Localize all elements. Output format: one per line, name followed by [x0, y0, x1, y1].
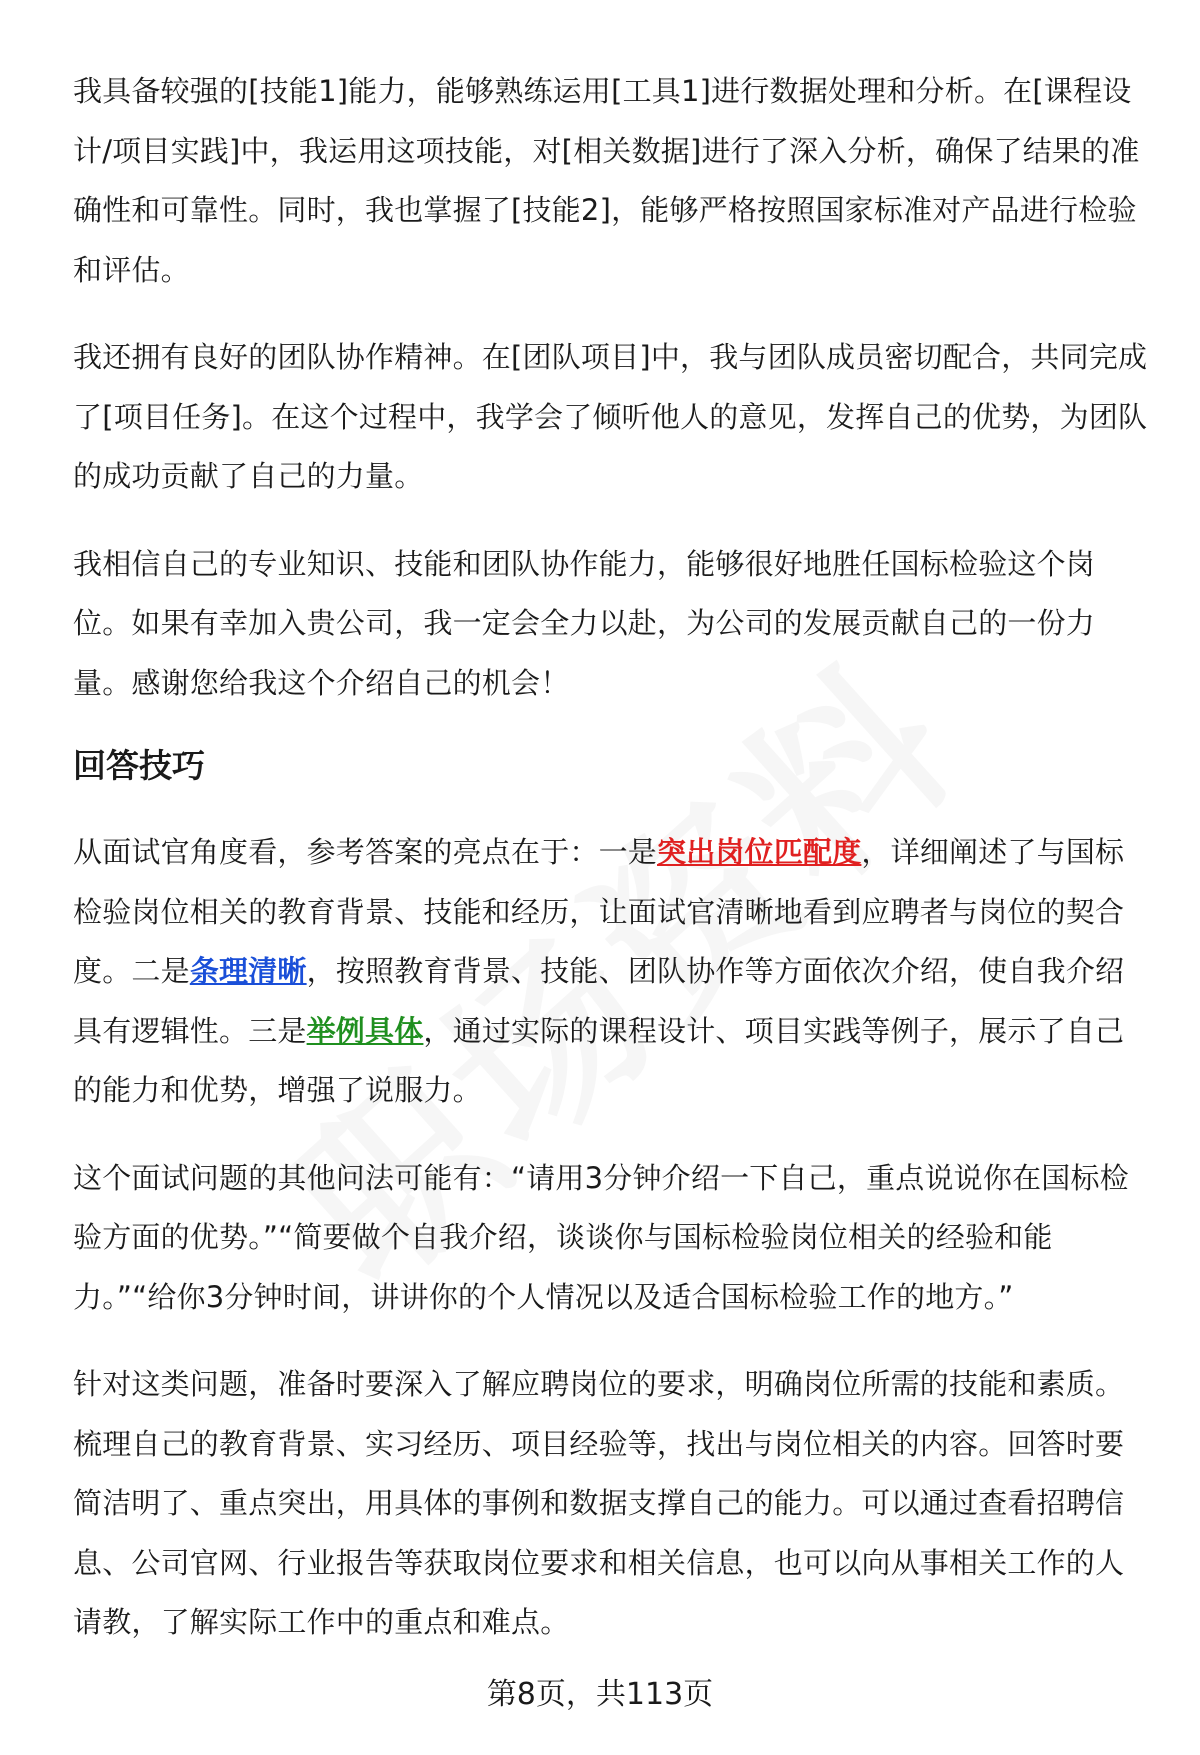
- tips-text-b: ，详细阐述了与国标检验岗位相关的教育背景、技能和经历，让面试官清晰地看到应聘者与岗位的契合度。二是: [73, 835, 1125, 988]
- tips-text-c: ，按照教育背景、技能、团队协作等方面依次介绍，使自我介绍具有逻辑性。三是: [73, 954, 1125, 1048]
- section-heading: 回答技巧: [73, 746, 205, 785]
- paragraph-teamwork: 我还拥有良好的团队协作精神。在[团队项目]中，我与团队成员密切配合，共同完成了[项目任务]。在这个过程中，我学会了倾听他人的意见，发挥自己的优势，为团队的成功贡献了自己的力量。: [73, 340, 1148, 493]
- paragraph-preparation-advice: 针对这类问题，准备时要深入了解应聘岗位的要求，明确岗位所需的技能和素质。梳理自己的教育背景、实习经历、项目经验等，找出与岗位相关的内容。回答时要简洁明了、重点突出，用具体的事例和数据支撑自己的能力。可以通过查看招聘信息、公司官网、行业报告等获取岗位要求和相关信息，也可以向从事相关工作的人请教，了解实际工作中的重点和难点。: [73, 1367, 1125, 1639]
- highlight-concrete-examples: 举例具体: [306, 1013, 424, 1048]
- page-number: 第8页，共113页: [486, 1677, 714, 1712]
- paragraph-conclusion: 我相信自己的专业知识、技能和团队协作能力，能够很好地胜任国标检验这个岗位。如果有幸加入贵公司，我一定会全力以赴，为公司的发展贡献自己的一份力量。感谢您给我这个介绍自己的机会！: [73, 546, 1096, 700]
- paragraph-skills: 我具备较强的[技能1]能力，能够熟练运用[工具1]进行数据处理和分析。在[课程设计/项目实践]中，我运用这项技能，对[相关数据]进行了深入分析，确保了结果的准确性和可靠性。同时，我也掌握了[技能2]，能够严格按照国家标准对产品进行检验和评估。: [73, 74, 1140, 287]
- tips-text-a: 从面试官角度看，参考答案的亮点在于：一是: [73, 835, 658, 869]
- highlight-job-match: 突出岗位匹配度: [657, 835, 862, 869]
- tips-text-d: ，通过实际的课程设计、项目实践等例子，展示了自己的能力和优势，增强了说服力。: [73, 1013, 1125, 1107]
- document-body: [73, 62, 1153, 1681]
- paragraph-alternative-questions: 这个面试问题的其他问法可能有：“请用3分钟介绍一下自己，重点说说你在国标检验方面的优势。”“简要做个自我介绍，谈谈你与国标检验岗位相关的经验和能力。”“给你3分钟时间，讲讲你的个人情况以及适合国标检验工作的地方。”: [73, 1160, 1129, 1314]
- highlight-clear-structure: 条理清晰: [189, 954, 307, 988]
- paragraph-tips-highlights: [73, 823, 1153, 1121]
